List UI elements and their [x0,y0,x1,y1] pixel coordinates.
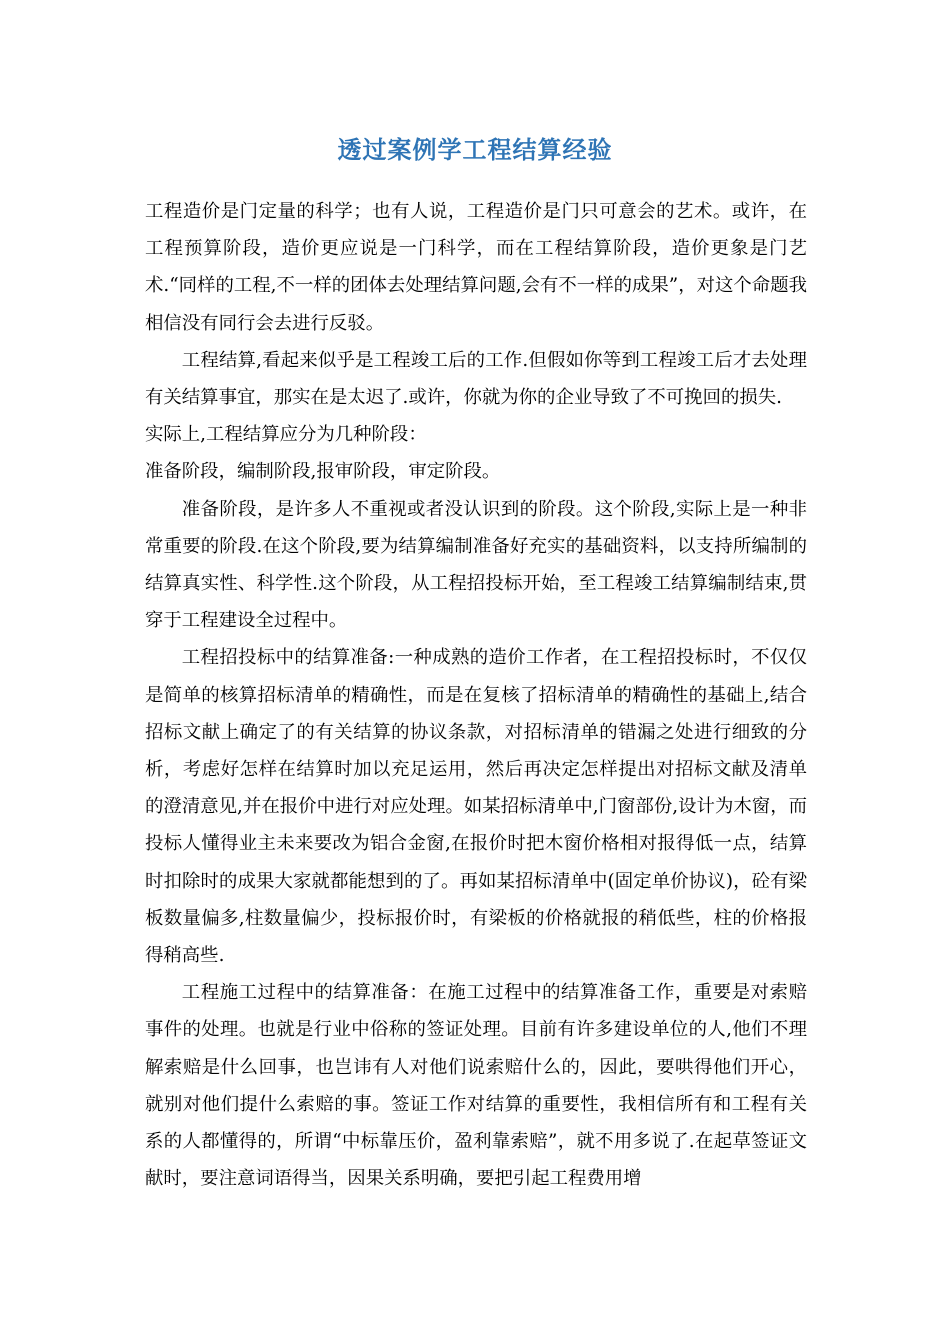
paragraph-stages-list: 准备阶段，编制阶段,报审阶段，审定阶段。 [145,461,501,483]
document-title: 透过案例学工程结算经验 [337,135,613,164]
paragraph-settlement-timing: 工程结算,看起来似乎是工程竣工后的工作.但假如你等到工程竣工后才去处理有关结算事宜，那实在是太迟了.或许，你就为你的企业导致了不可挽回的损失. [145,349,807,409]
paragraph-preparation-stage: 准备阶段，是许多人不重视或者没认识到的阶段。这个阶段,实际上是一种非常重要的阶段.在这个阶段,要为结算编制准备好充实的基础资料，以支持所编制的结算真实性、科学性.这个阶段，从工程招投标开始，至工程竣工结算编制结束,贯穿于工程建设全过程中。 [145,498,807,632]
paragraph-stages-heading: 实际上,工程结算应分为几种阶段： [145,424,427,446]
paragraph-intro: 工程造价是门定量的科学；也有人说，工程造价是门只可意会的艺术。或许，在工程预算阶段，造价更应说是一门科学，而在工程结算阶段，造价更象是门艺术.“同样的工程,不一样的团体去处理结算问题,会有不一样的成果”，对这个命题我相信没有同行会去进行反驳。 [145,201,807,334]
paragraph-bidding-preparation: 工程招投标中的结算准备:一种成熟的造价工作者，在工程招投标时，不仅仅是简单的核算招标清单的精确性，而是在复核了招标清单的精确性的基础上,结合招标文献上确定了的有关结算的协议条款，对招标清单的错漏之处进行细致的分析，考虑好怎样在结算时加以充足运用，然后再决定怎样提出对招标文献及清单的澄清意见,并在报价中进行对应处理。如某招标清单中,门窗部份,设计为木窗，而投标人懂得业主未来要改为铝合金窗,在报价时把木窗价格相对报得低一点，结算时扣除时的成果大家就都能想到的了。再如某招标清单中(固定单价协议)，砼有梁板数量偏多,柱数量偏少，投标报价时，有梁板的价格就报的稍低些，柱的价格报得稍高些. [145,647,807,967]
document-body [145,193,807,1197]
paragraph-construction-preparation: 工程施工过程中的结算准备：在施工过程中的结算准备工作，重要是对索赔事件的处理。也就是行业中俗称的签证处理。目前有许多建设单位的人,他们不理解索赔是什么回事，也岂讳有人对他们说索赔什么的，因此，要哄得他们开心，就别对他们提什么索赔的事。签证工作对结算的重要性，我相信所有和工程有关系的人都懂得的，所谓“中标靠压价，盈利靠索赔”，就不用多说了.在起草签证文献时，要注意词语得当，因果关系明确，要把引起工程费用增 [145,982,807,1190]
